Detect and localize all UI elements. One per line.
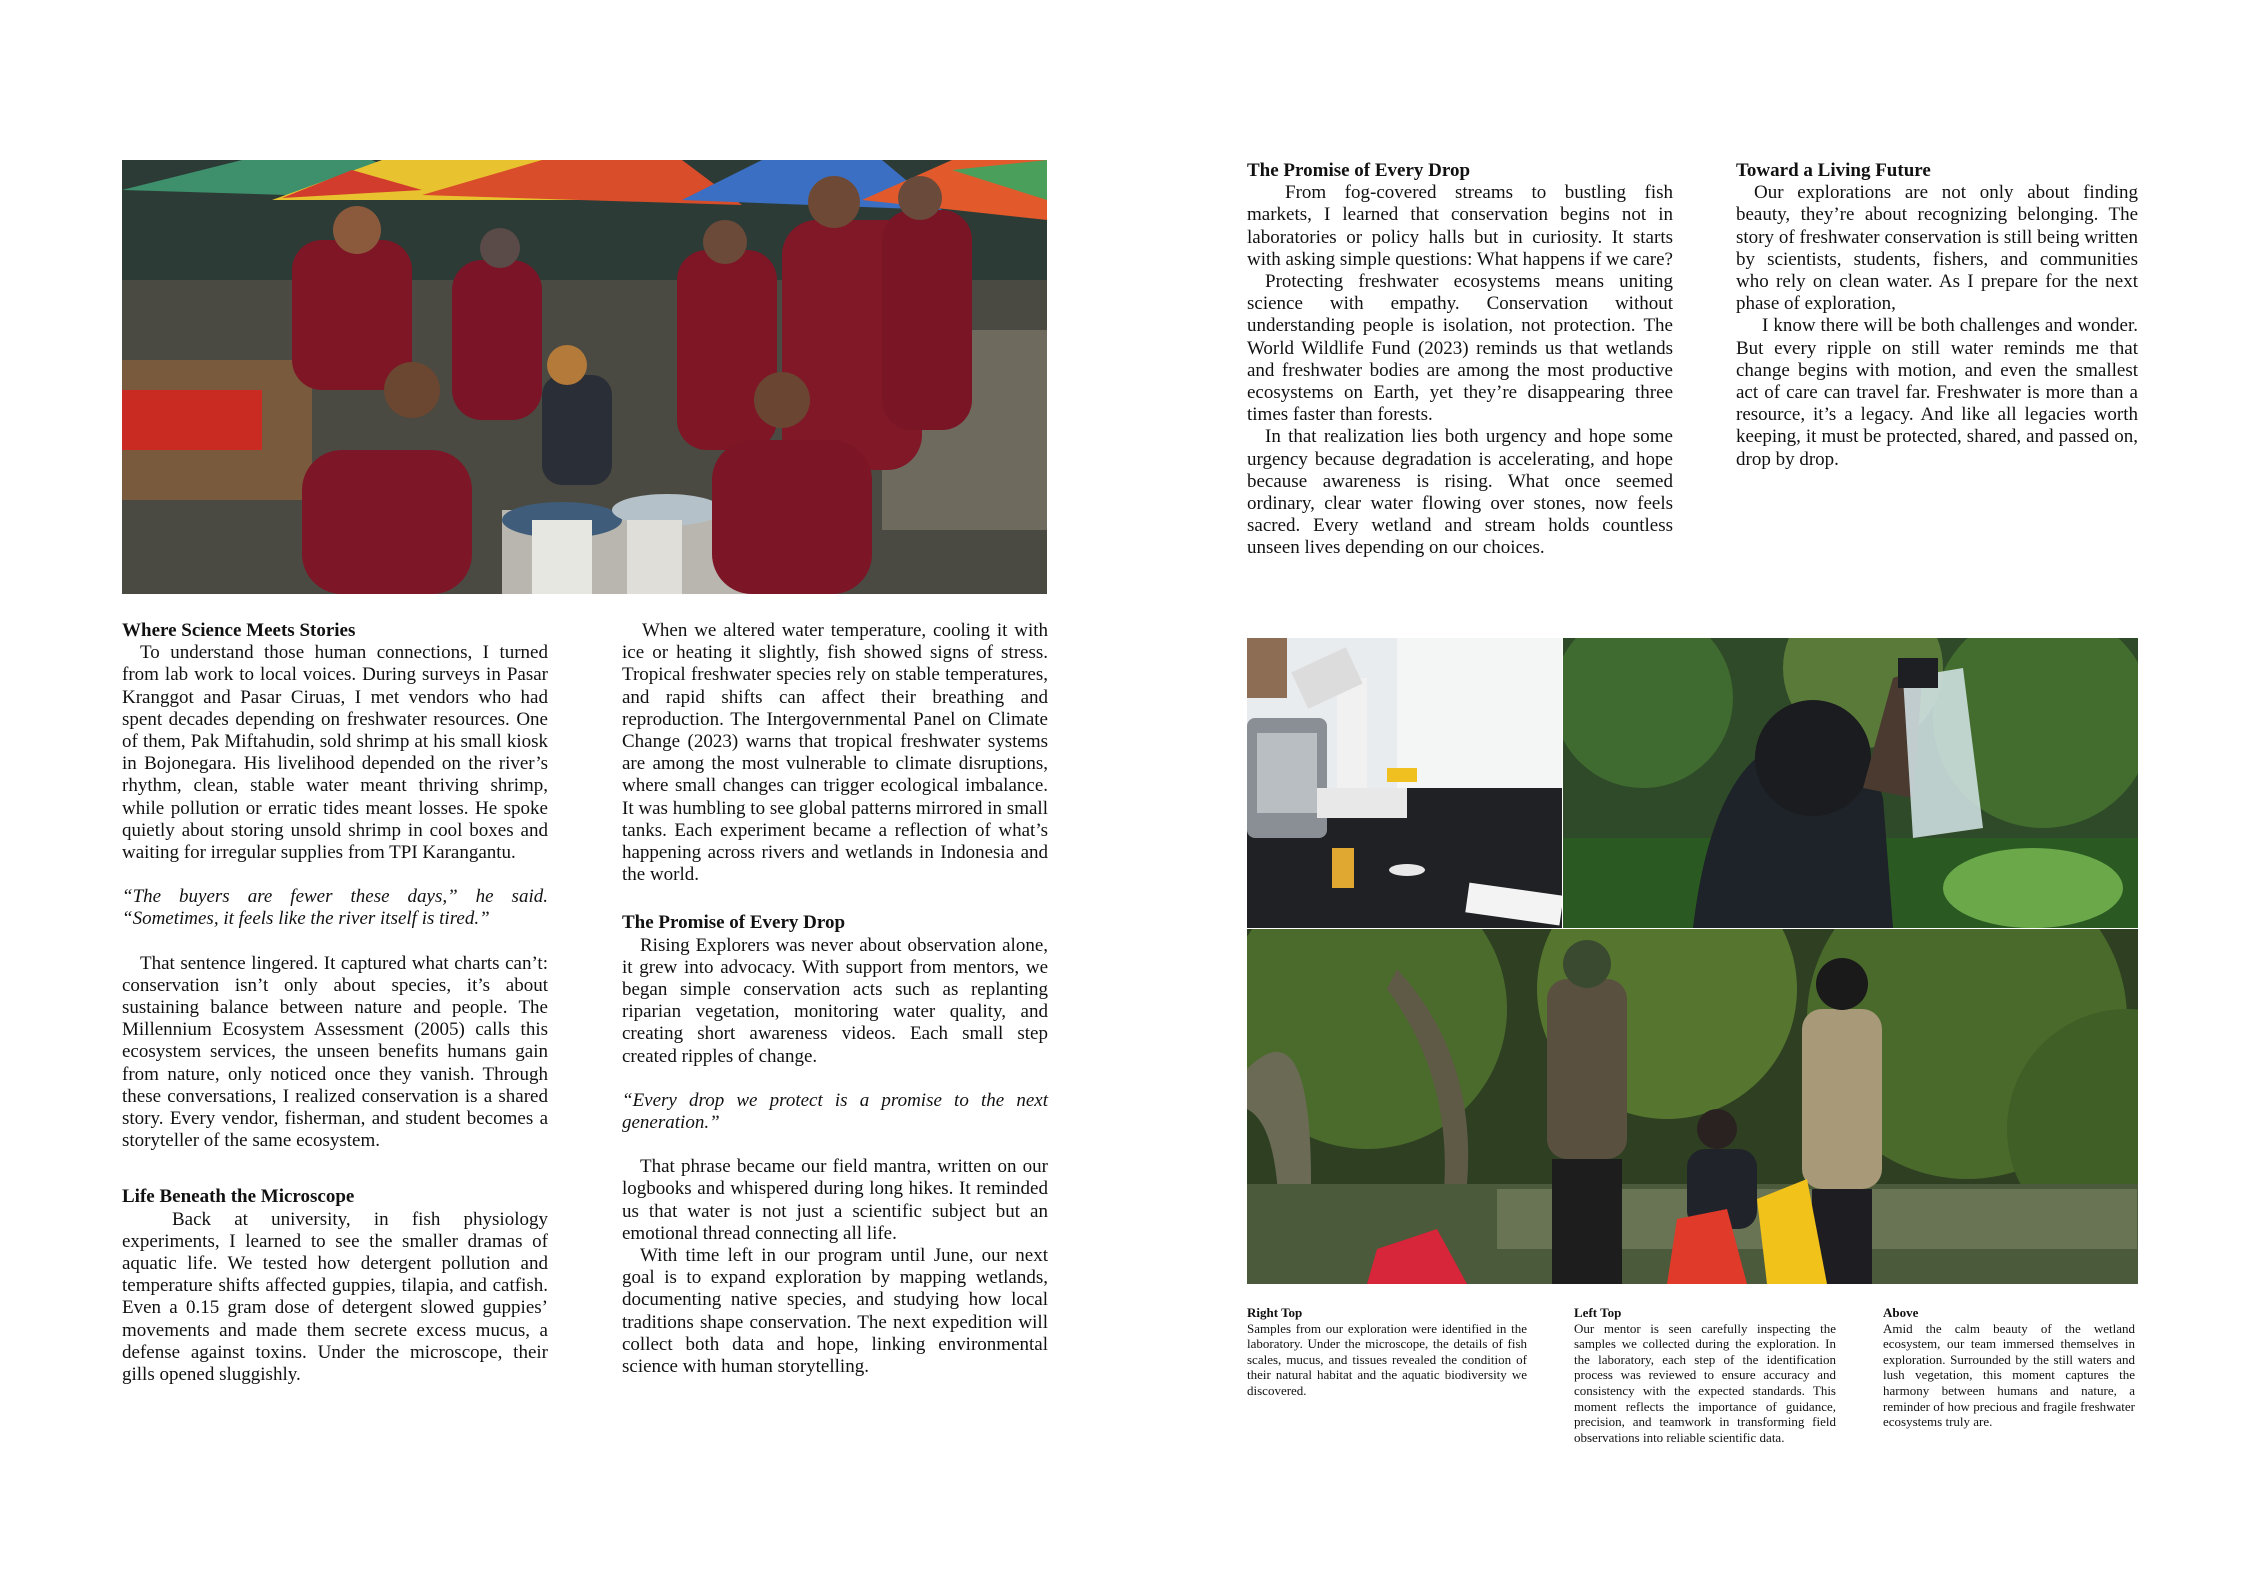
caption-right-top bbox=[1247, 1305, 1527, 1399]
market-photo bbox=[122, 160, 1047, 594]
section-heading-microscope: Life Beneath the Microscope bbox=[122, 1186, 355, 1208]
caption-above bbox=[1883, 1305, 2135, 1430]
right-column-2 bbox=[1736, 160, 2138, 471]
lab-microscope-photo bbox=[1247, 638, 1562, 928]
right-page bbox=[1123, 0, 2245, 1587]
caption-title: Above bbox=[1883, 1305, 1919, 1320]
paragraph: From fog-covered streams to bustling fish markets, I learned that conservation begins not in laboratories or policy halls but in curiosity. It starts with asking simple questions: What happens if we care? bbox=[1247, 182, 1673, 270]
section-heading-promise: The Promise of Every Drop bbox=[622, 912, 846, 934]
caption-left-top bbox=[1574, 1305, 1836, 1445]
left-column-2 bbox=[622, 620, 1048, 1378]
pull-quote: “The buyers are fewer these days,” he said. “Sometimes, it feels like the river itself is tired.” bbox=[122, 886, 548, 930]
section-heading-promise-2: The Promise of Every Drop bbox=[1247, 160, 1471, 181]
caption-text: Amid the calm beauty of the wetland ecosystem, our team immersed themselves in exploration. Surrounded by the still waters and lush vegetation, this moment captures the harmony between humans and nature, a reminder of how precious and fragile freshwater ecosystems truly are. bbox=[1883, 1320, 2135, 1430]
paragraph: Rising Explorers was never about observation alone, it grew into advocacy. With support from mentors, we began simple conservation acts such as replanting riparian vegetation, monitoring water quality, and creating short awareness videos. Each small step created ripples of change. bbox=[622, 934, 1048, 1067]
left-page bbox=[0, 0, 1122, 1587]
caption-text: Our mentor is seen carefully inspecting the samples we collected during the exploration. In the laboratory, each step of the identification process was reviewed to ensure accuracy and consistency with the expected standards. This moment reflects the importance of guidance, precision, and teamwork in transforming field observations into reliable scientific data. bbox=[1574, 1320, 1836, 1445]
paragraph: Back at university, in fish physiology experiments, I learned to see the smaller dramas of aquatic life. We tested how detergent pollution and temperature shifts affected guppies, tilapia, and catfish. Even a 0.15 gram dose of detergent slowed guppies’ movements and made them secrete excess mucus, a defense against toxins. Under the microscope, their gills opened sluggishly. bbox=[122, 1208, 548, 1386]
caption-title: Right Top bbox=[1247, 1305, 1303, 1320]
paragraph: I know there will be both challenges and wonder. But every ripple on still water reminds me that change begins with motion, and even the smallest act of care can travel far. Freshwater is more than a resource, it’s a legacy. And like all legacies worth keeping, it must be protected, shared, and passed on, drop by drop. bbox=[1736, 315, 2138, 470]
pull-quote: “Every drop we protect is a promise to the next generation.” bbox=[622, 1089, 1048, 1134]
paragraph: That phrase became our field mantra, written on our logbooks and whispered during long hikes. It reminded us that water is not just a scientific subject but an emotional thread connecting all life. bbox=[622, 1156, 1048, 1244]
caption-text: Samples from our exploration were identified in the laboratory. Under the microscope, the details of fish scales, mucus, and tissues revealed the condition of their natural habitat and the aquatic biodiversity we discovered. bbox=[1247, 1320, 1527, 1398]
paragraph: To understand those human connections, I turned from lab work to local voices. During surveys in Pasar Kranggot and Pasar Ciruas, I met vendors who had spent decades depending on freshwater resources. One of them, Pak Miftahudin, sold shrimp at his small kiosk in Bojonegara. His livelihood depended on the river’s rhythm, clean, stable water meant thriving shrimp, while pollution or erratic tides meant losses. He spoke quietly about storing unsold shrimp in cool boxes and waiting for irregular supplies from TPI Karangantu. bbox=[122, 642, 548, 864]
paragraph: Our explorations are not only about finding beauty, they’re about recognizing belonging. The story of freshwater conservation is still being written by scientists, students, fishers, and communities who rely on clean water. As I prepare for the next phase of exploration, bbox=[1736, 182, 2138, 315]
wetland-exploration-photo bbox=[1247, 929, 2138, 1284]
section-heading-science: Where Science Meets Stories bbox=[122, 620, 356, 641]
paragraph: That sentence lingered. It captured what charts can’t: conservation isn’t only about species, it’s about sustaining balance between nature and people. The Millennium Ecosystem Assessment (2005) calls this ecosystem services, the unseen benefits humans gain from nature, only noticed once they vanish. Through these conversations, I realized conservation is a shared story. Every vendor, fisherman, and student becomes a storyteller of the same ecosystem. bbox=[122, 952, 548, 1152]
paragraph: When we altered water temperature, cooling it with ice or heating it slightly, fish showed signs of stress. Tropical freshwater species rely on stable temperatures, and rapid shifts can affect their breathing and reproduction. The Intergovernmental Panel on Climate Change (2023) warns that tropical freshwater systems are among the most vulnerable to climate disruptions, where small changes can trigger ecological imbalance. It was humbling to see global patterns mirrored in small tanks. Each experiment became a reflection of what’s happening across rivers and wetlands in Indonesia and the world. bbox=[622, 620, 1048, 886]
sample-bag-photo bbox=[1563, 638, 2138, 928]
right-column-1 bbox=[1247, 160, 1673, 560]
paragraph: With time left in our program until June, our next goal is to expand exploration by mapping wetlands, documenting native species, and studying how local traditions shape conservation. The next expedition will collect both data and hope, linking environmental science with human storytelling. bbox=[622, 1245, 1048, 1378]
left-column-1 bbox=[122, 620, 548, 1386]
paragraph: In that realization lies both urgency and hope some urgency because degradation is accelerating, and hope because awareness is rising. What once seemed ordinary, clear water flowing over stones, now feels sacred. Every wetland and stream holds countless unseen lives depending on our choices. bbox=[1247, 426, 1673, 559]
section-heading-future: Toward a Living Future bbox=[1736, 160, 1931, 181]
caption-title: Left Top bbox=[1574, 1305, 1622, 1320]
paragraph: Protecting freshwater ecosystems means uniting science with empathy. Conservation without understanding people is isolation, not protection. The World Wildlife Fund (2023) reminds us that wetlands and freshwater bodies are among the most productive ecosystems on Earth, yet they’re disappearing three times faster than forests. bbox=[1247, 271, 1673, 426]
